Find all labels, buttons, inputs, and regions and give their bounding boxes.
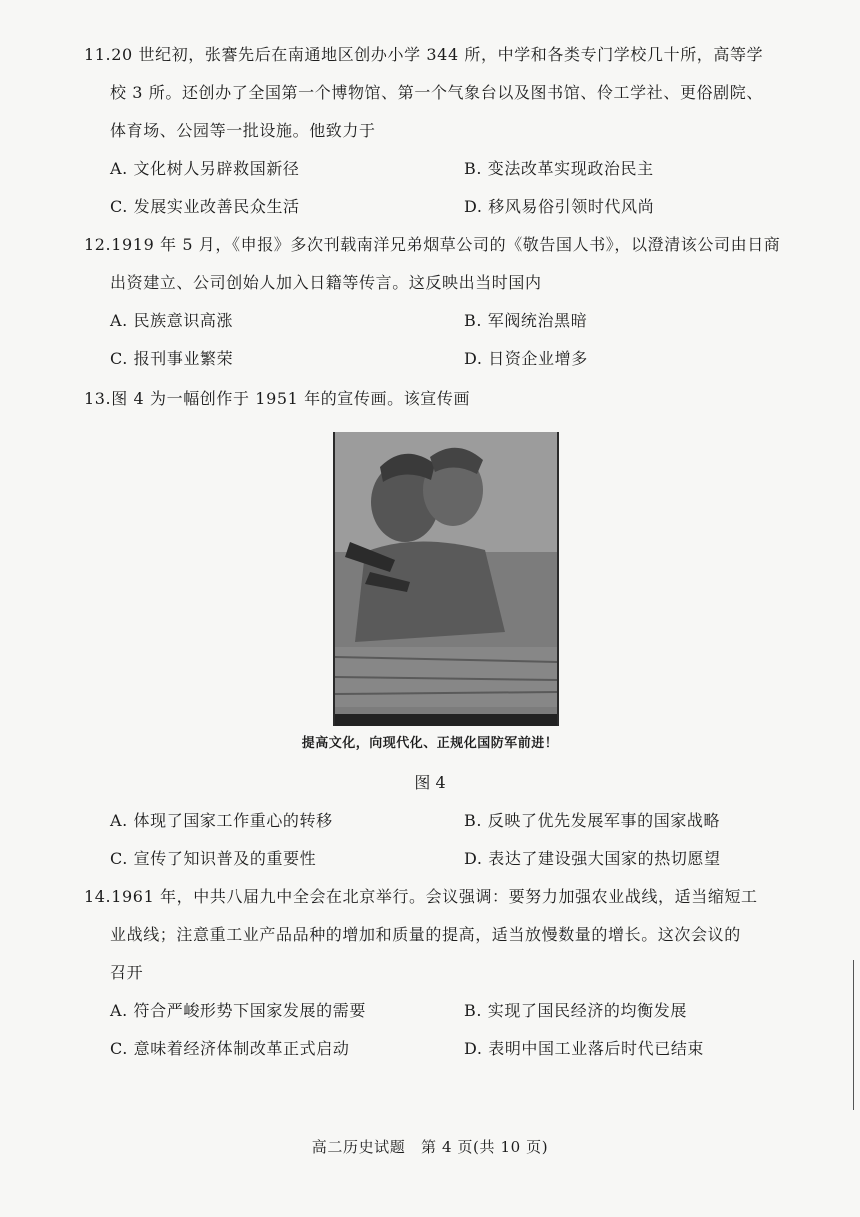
option-row xyxy=(84,150,824,188)
question-12 xyxy=(84,226,824,378)
option-b[interactable]: B. 变法改革实现政治民主 xyxy=(464,159,654,178)
question-11 xyxy=(84,36,824,226)
option-d[interactable]: D. 表达了建设强大国家的热切愿望 xyxy=(464,849,721,868)
question-number: 13. xyxy=(84,389,112,408)
poster-illustration xyxy=(335,432,557,726)
question-number: 12. xyxy=(84,235,112,254)
stem-line: 图 4 为一幅创作于 1951 年的宣传画。该宣传画 xyxy=(111,389,471,408)
poster-image xyxy=(333,432,559,726)
question-number: 14. xyxy=(84,887,112,906)
stem-line: 召开 xyxy=(110,963,144,982)
figure-caption: 提高文化，向现代化、正规化国防军前进！ xyxy=(301,736,559,751)
option-a[interactable]: A. 体现了国家工作重心的转移 xyxy=(110,811,333,830)
option-d[interactable]: D. 表明中国工业落后时代已结束 xyxy=(464,1039,705,1058)
propaganda-poster-figure xyxy=(325,430,560,730)
option-row xyxy=(84,1030,824,1068)
stem-line: 1919 年 5 月，《申报》多次刊载南洋兄弟烟草公司的《敬告国人书》，以澄清该公司由日商 xyxy=(111,235,781,254)
option-row xyxy=(84,802,824,840)
figure-label: 图 4 xyxy=(414,773,446,792)
stem-line: 20 世纪初，张謇先后在南通地区创办小学 344 所，中学和各类专门学校几十所，高等学 xyxy=(111,45,764,64)
option-a[interactable]: A. 符合严峻形势下国家发展的需要 xyxy=(110,1001,366,1020)
option-a[interactable]: A. 民族意识高涨 xyxy=(110,311,234,330)
stem-line: 出资建立、公司创始人加入日籍等传言。这反映出当时国内 xyxy=(110,273,542,292)
stem-line: 业战线；注意重工业产品品种的增加和质量的提高，适当放慢数量的增长。这次会议的 xyxy=(110,925,741,944)
option-row xyxy=(84,188,824,226)
scan-edge-line xyxy=(853,960,854,1110)
option-b[interactable]: B. 反映了优先发展军事的国家战略 xyxy=(464,811,721,830)
question-13 xyxy=(84,380,824,418)
option-a[interactable]: A. 文化树人另辟救国新径 xyxy=(110,159,300,178)
question-number: 11. xyxy=(84,45,112,64)
option-row xyxy=(84,340,824,378)
stem-line: 1961 年，中共八届九中全会在北京举行。会议强调：要努力加强农业战线，适当缩短工 xyxy=(111,887,758,906)
option-row xyxy=(84,992,824,1030)
question-13-options xyxy=(84,802,824,878)
option-b[interactable]: B. 军阀统治黑暗 xyxy=(464,311,588,330)
option-c[interactable]: C. 报刊事业繁荣 xyxy=(110,349,234,368)
option-d[interactable]: D. 日资企业增多 xyxy=(464,349,588,368)
option-row xyxy=(84,840,824,878)
page-footer: 高二历史试题 第 4 页(共 10 页) xyxy=(311,1138,549,1156)
option-c[interactable]: C. 意味着经济体制改革正式启动 xyxy=(110,1039,350,1058)
option-d[interactable]: D. 移风易俗引领时代风尚 xyxy=(464,197,655,216)
option-row xyxy=(84,302,824,340)
option-b[interactable]: B. 实现了国民经济的均衡发展 xyxy=(464,1001,687,1020)
option-c[interactable]: C. 宣传了知识普及的重要性 xyxy=(110,849,317,868)
option-c[interactable]: C. 发展实业改善民众生活 xyxy=(110,197,300,216)
stem-line: 体育场、公园等一批设施。他致力于 xyxy=(110,121,376,140)
stem-line: 校 3 所。还创办了全国第一个博物馆、第一个气象台以及图书馆、伶工学社、更俗剧院、 xyxy=(110,83,763,102)
question-14 xyxy=(84,878,824,1068)
